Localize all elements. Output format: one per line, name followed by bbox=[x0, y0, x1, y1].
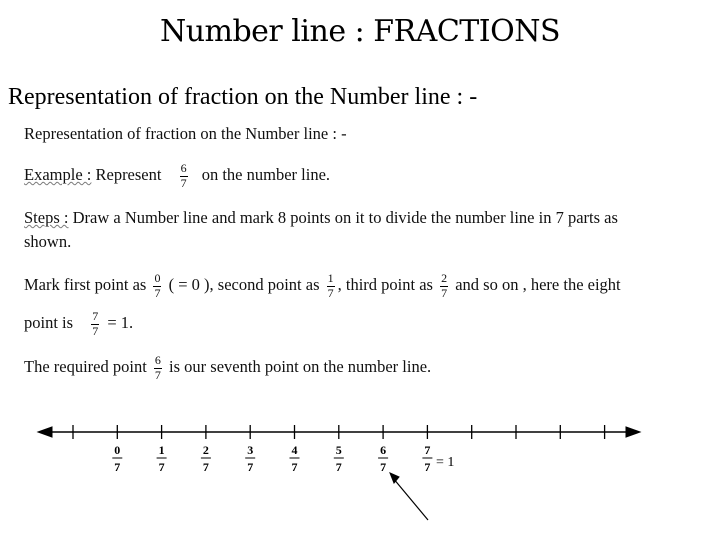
required-fraction-den: 7 bbox=[154, 367, 161, 382]
fraction-numerator: 2 bbox=[202, 443, 209, 457]
example-fraction-num: 6 bbox=[180, 161, 187, 175]
example-text-after: on the number line. bbox=[201, 165, 331, 185]
mark-fraction-1 bbox=[153, 272, 161, 301]
example-fraction bbox=[180, 162, 188, 191]
number-line-fraction bbox=[422, 443, 432, 474]
number-line-fractions bbox=[112, 443, 432, 474]
example-line bbox=[24, 162, 330, 191]
mark-fraction-2-den: 7 bbox=[327, 285, 334, 300]
fraction-denominator: 7 bbox=[424, 460, 431, 474]
fraction-numerator: 5 bbox=[335, 443, 342, 457]
doc-heading bbox=[24, 124, 347, 144]
equals-one-label: = 1 bbox=[436, 455, 455, 470]
steps-label: Steps : bbox=[24, 208, 69, 227]
number-line-fraction bbox=[157, 443, 167, 474]
doc-heading-text: Representation of fraction on the Number line : - bbox=[24, 124, 347, 143]
fraction-denominator: 7 bbox=[114, 460, 121, 474]
number-line-right-arrow bbox=[626, 427, 640, 437]
mark-part-4: and so on , here the eight bbox=[455, 275, 621, 295]
mark-fraction-1-den: 7 bbox=[154, 285, 161, 300]
mark-fraction-2-num: 1 bbox=[327, 271, 334, 285]
example-fraction-den: 7 bbox=[180, 175, 187, 190]
fraction-numerator: 0 bbox=[114, 443, 121, 457]
steps-line-2 bbox=[24, 232, 71, 252]
number-line-fraction bbox=[245, 443, 255, 474]
number-line bbox=[0, 390, 720, 540]
example-text-before: Represent bbox=[95, 165, 162, 185]
fraction-denominator: 7 bbox=[202, 460, 209, 474]
required-part-2: is our seventh point on the number line. bbox=[169, 357, 432, 377]
mark-fraction-4 bbox=[91, 310, 99, 339]
slide-subtitle: Representation of fraction on the Number line : - bbox=[8, 84, 478, 110]
fraction-numerator: 3 bbox=[247, 443, 254, 457]
mark-fraction-2 bbox=[327, 272, 335, 301]
steps-line-1 bbox=[24, 208, 618, 228]
mark-part-2: ( = 0 ), second point as bbox=[168, 275, 320, 295]
mark-part-1: Mark first point as bbox=[24, 275, 147, 295]
pointer-arrow-line bbox=[393, 478, 428, 520]
required-part-1: The required point bbox=[24, 357, 147, 377]
required-line bbox=[24, 354, 431, 383]
number-line-left-arrow bbox=[38, 427, 52, 437]
mark-line-1 bbox=[24, 272, 621, 301]
steps-text-2: shown. bbox=[24, 232, 72, 251]
required-fraction bbox=[154, 354, 162, 383]
fraction-numerator: 1 bbox=[158, 443, 165, 457]
fraction-denominator: 7 bbox=[158, 460, 165, 474]
number-line-fraction bbox=[201, 443, 211, 474]
mark-fraction-4-den: 7 bbox=[92, 323, 99, 338]
steps-text-1: Draw a Number line and mark 8 points on it to divide the number line in 7 parts as bbox=[72, 208, 618, 227]
fraction-denominator: 7 bbox=[291, 460, 298, 474]
mark-fraction-4-num: 7 bbox=[92, 309, 99, 323]
mark-part-3: , third point as bbox=[337, 275, 433, 295]
fraction-numerator: 6 bbox=[380, 443, 387, 457]
mark-part-6: = 1. bbox=[107, 313, 134, 333]
fraction-numerator: 4 bbox=[291, 443, 298, 457]
slide-title: Number line : FRACTIONS bbox=[159, 14, 561, 49]
number-line-fraction bbox=[378, 443, 388, 474]
mark-fraction-3 bbox=[440, 272, 448, 301]
fraction-denominator: 7 bbox=[380, 460, 387, 474]
mark-fraction-1-num: 0 bbox=[154, 271, 161, 285]
number-line-fraction bbox=[334, 443, 344, 474]
mark-fraction-3-num: 2 bbox=[441, 271, 448, 285]
fraction-denominator: 7 bbox=[247, 460, 254, 474]
mark-fraction-3-den: 7 bbox=[441, 285, 448, 300]
mark-line-2 bbox=[24, 310, 133, 339]
fraction-numerator: 7 bbox=[424, 443, 431, 457]
fraction-denominator: 7 bbox=[335, 460, 342, 474]
pointer-arrow-head bbox=[390, 473, 399, 483]
number-line-fraction bbox=[112, 443, 122, 474]
number-line-fraction bbox=[290, 443, 300, 474]
example-label: Example : bbox=[24, 165, 92, 185]
mark-part-5: point is bbox=[24, 313, 74, 333]
required-fraction-num: 6 bbox=[154, 353, 161, 367]
